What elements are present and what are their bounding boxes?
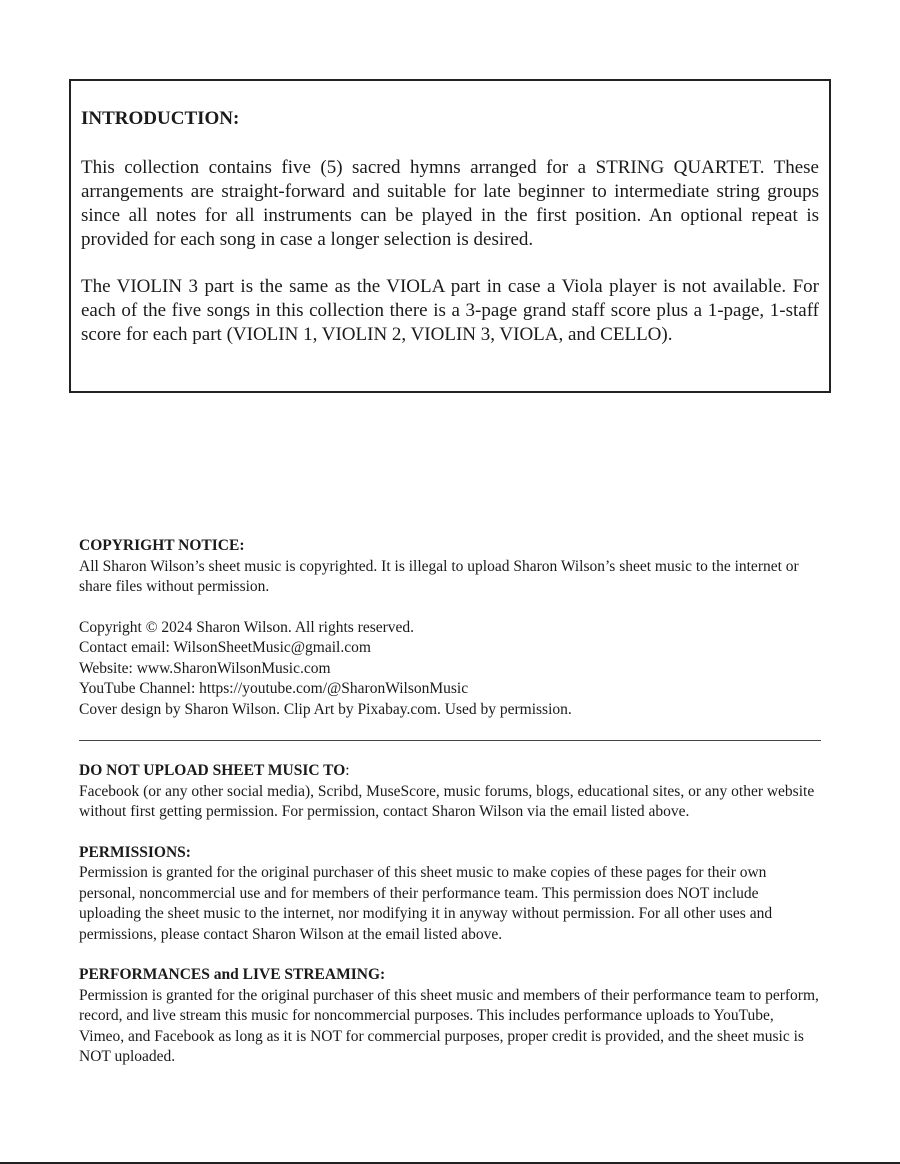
performances-body: Permission is granted for the original purchaser of this sheet music and members of their performance team to perform, record, and live stream this music for noncommercial purposes. This includes performance uploads to YouTube, Vimeo, and Facebook as long as it is NOT for commercial purposes, proper credit is provided, and the sheet music is NOT uploaded. <box>79 986 819 1065</box>
performances-notice <box>79 965 821 1068</box>
do-not-upload-colon: : <box>345 762 350 779</box>
permissions-body: Permission is granted for the original purchaser of this sheet music to make copies of these pages for their own personal, noncommercial use and for members of their performance team. This permission does NOT include uploading the sheet music to the internet, nor modifying it in anyway without permission. For all other uses and permissions, please contact Sharon Wilson at the email listed above. <box>79 864 773 943</box>
performances-heading: PERFORMANCES and LIVE STREAMING: <box>79 966 386 983</box>
copyright-heading: COPYRIGHT NOTICE: <box>79 537 245 554</box>
permissions-heading: PERMISSIONS: <box>79 843 191 861</box>
website-line: Website: www.SharonWilsonMusic.com <box>79 659 331 677</box>
copyright-line: Copyright © 2024 Sharon Wilson. All rights reserved. <box>79 618 415 636</box>
contact-email: Contact email: WilsonSheetMusic@gmail.com <box>79 639 371 656</box>
divider <box>79 740 821 741</box>
introduction-paragraph: The VIOLIN 3 part is the same as the VIOLA part in case a Viola player is not available. For each of the five songs in this collection there is a 3-page grand staff score plus a 1-page, 1-staff score for each part (VIOLIN 1, VIOLIN 2, VIOLIN 3, VIOLA, and CELLO). <box>81 276 819 345</box>
do-not-upload-body: Facebook (or any other social media), Scribd, MuseScore, music forums, blogs, educational sites, or any other website without first getting permission. For permission, contact Sharon Wilson via the email listed above. <box>79 782 815 820</box>
introduction-heading: INTRODUCTION: <box>81 108 240 129</box>
do-not-upload-heading: DO NOT UPLOAD SHEET MUSIC TO <box>79 762 346 779</box>
copyright-body: All Sharon Wilson’s sheet music is copyrighted. It is illegal to upload Sharon Wilson’s sheet music to the internet or share files without permission. <box>79 557 799 595</box>
do-not-upload-notice <box>79 761 821 823</box>
introduction-box <box>69 79 831 393</box>
introduction-paragraph: This collection contains five (5) sacred hymns arranged for a STRING QUARTET. These arrangements are straight-forward and suitable for late beginner to intermediate string groups since all notes for all instruments can be played in the first position. An optional repeat is provided for each song in case a longer selection is desired. <box>81 157 819 250</box>
do-not-upload-heading-line <box>79 761 821 782</box>
contact-info <box>79 618 821 721</box>
copyright-notice <box>79 536 821 598</box>
youtube-line: YouTube Channel: https://youtube.com/@SharonWilsonMusic <box>79 680 469 697</box>
credits-line: Cover design by Sharon Wilson. Clip Art by Pixabay.com. Used by permission. <box>79 700 572 718</box>
legal-section <box>79 536 821 1088</box>
permissions-notice <box>79 843 821 946</box>
